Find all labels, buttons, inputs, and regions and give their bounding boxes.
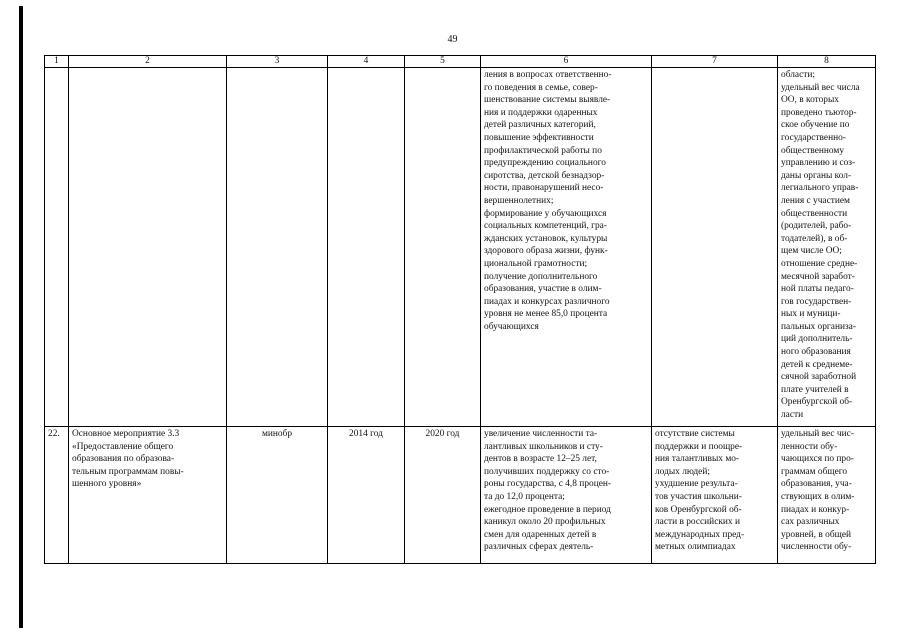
- end-year: 2020 год: [405, 427, 481, 564]
- expected-result: увеличение численности та- лантливых школьников и сту- дентов в возрасте 12–25 лет, получивших поддержку со сто- роны государства, с 4,8 процен- та до 12,0 процента; ежегодное проведение в период каникул около 20 профильных смен для одаренных детей в различных сферах деятель-: [481, 427, 652, 564]
- start-year: [328, 68, 405, 427]
- table-row: [45, 68, 876, 427]
- expected-result: ления в вопросах ответственно- го поведения в семье, совер- шенствование системы выявле- ния и поддержки одаренных детей различных категорий, повышение эффективности профилактической работы по предупреждению социального сиротства, детской безнадзор- ности, правонарушений несо- вершеннолетних; формирование у обучающихся социальных компетенций, гра- жданских установок, культуры здорового образа жизни, функ- циональной грамотности; получение дополнительного образования, участие в олим- пиадах и конкурсах различного уровня не менее 85,0 процента обучающихся: [481, 68, 652, 427]
- activity-name: [69, 68, 227, 427]
- consequences-of-non-implementation: [652, 68, 778, 427]
- consequences-of-non-implementation: отсутствие системы поддержки и поощре- ния талантливых мо- лодых людей; ухудшение результа- тов участия школьни- ков Оренбургской об- ласти в российских и международных пред- метных олимпиадах: [652, 427, 778, 564]
- column-number: 4: [328, 56, 405, 68]
- column-number: 7: [652, 56, 778, 68]
- activity-name: Основное мероприятие 3.3 «Предоставление общего образования по образова- тельным программам повы- шенного уровня»: [69, 427, 227, 564]
- indicator-link: области; удельный вес числа ОО, в которых проведено тьютор- ское обучение по государственно- общественному управлению и соз- даны органы кол- легиального управ- ления с участием общественности (родителей, рабо- тодателей), в об- щем числе ОО; отношение средне- месячной заработ- ной платы педаго- гов государствен- ных и муници- пальных организа- ций дополнитель- ного образования детей к среднеме- сячной заработной плате учителей в Оренбургской об- ласти: [778, 68, 876, 427]
- column-number: 8: [778, 56, 876, 68]
- executor: минобр: [227, 427, 328, 564]
- column-number: 6: [481, 56, 652, 68]
- column-number: 2: [69, 56, 227, 68]
- end-year: [405, 68, 481, 427]
- indicator-link: удельный вес чис- ленности обу- чающихся по про- граммам общего образования, уча- ствующих в олим- пиадах и конкур- сах различных уровней, в общей численности обу-: [778, 427, 876, 564]
- table-row: [45, 427, 876, 564]
- column-number: 3: [227, 56, 328, 68]
- row-number: [45, 68, 69, 427]
- start-year: 2014 год: [328, 427, 405, 564]
- executor: [227, 68, 328, 427]
- program-activities-table: [44, 55, 876, 564]
- column-number: 5: [405, 56, 481, 68]
- left-margin-bar: [19, 6, 23, 628]
- row-number: 22.: [45, 427, 69, 564]
- column-number: 1: [45, 56, 69, 68]
- column-number-row: [45, 56, 876, 68]
- page-number: 49: [447, 34, 458, 45]
